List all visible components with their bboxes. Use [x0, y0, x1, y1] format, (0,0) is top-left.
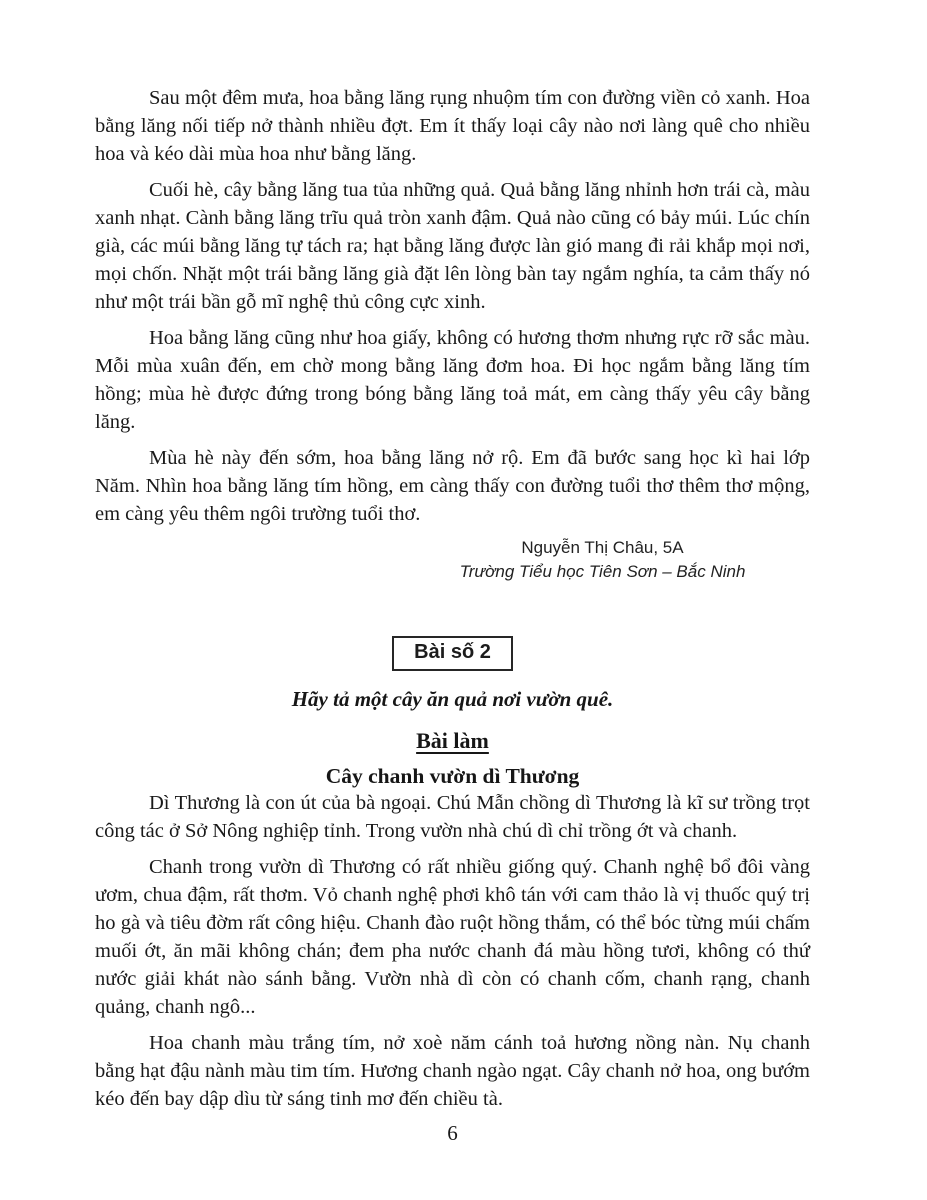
- essay2-paragraph-2: Chanh trong vườn dì Thương có rất nhiều giống quý. Chanh nghệ bổ đôi vàng ươm, chua đậm, rất thơm. Vỏ chanh nghệ phơi khô tán với cam thảo là vị thuốc quý trị ho gà và tiêu đờm rất công hiệu. Chanh đào ruột hồng thắm, có thể bóc từng múi chấm muối ớt, ăn mãi không chán; đem pha nước chanh đá màu hồng tươi, không có thứ nước giải khát nào sánh bằng. Vườn nhà dì còn có chanh cốm, chanh rạng, chanh quảng, chanh ngô...: [95, 856, 810, 1018]
- lesson-badge-row: [95, 636, 810, 671]
- lesson-number-badge: Bài số 2: [392, 636, 513, 671]
- author-name: Nguyễn Thị Châu, 5A: [521, 538, 684, 557]
- page-number: 6: [447, 1121, 458, 1145]
- attribution-block: [395, 536, 810, 584]
- essay1-paragraph-1: Sau một đêm mưa, hoa bằng lăng rụng nhuộm tím con đường viền cỏ xanh. Hoa bằng lăng nối tiếp nở thành nhiều đợt. Em ít thấy loại cây nào nơi làng quê cho nhiều hoa và kéo dài mùa hoa như bằng lăng.: [95, 87, 810, 165]
- essay2-paragraph-1: Dì Thương là con út của bà ngoại. Chú Mẫn chồng dì Thương là kĩ sư trồng trọt công tác ở Sở Nông nghiệp tỉnh. Trong vườn nhà chú dì chỉ trồng ớt và chanh.: [95, 792, 810, 842]
- essay-prompt: Hãy tả một cây ăn quả nơi vườn quê.: [291, 687, 614, 711]
- bailam-heading-text: Bài làm: [416, 728, 489, 753]
- essay2-title: Cây chanh vườn dì Thương: [325, 764, 580, 788]
- school-name: Trường Tiểu học Tiên Sơn – Bắc Ninh: [459, 562, 746, 581]
- essay1-paragraph-3: Hoa bằng lăng cũng như hoa giấy, không có hương thơm nhưng rực rỡ sắc màu. Mỗi mùa xuân đến, em chờ mong bằng lăng đơm hoa. Đi học ngắm bằng lăng tím hồng; mùa hè được đứng trong bóng bằng lăng toả mát, em càng thấy yêu cây bằng lăng.: [95, 327, 810, 433]
- essay1-paragraph-2: Cuối hè, cây bằng lăng tua tủa những quả. Quả bằng lăng nhỉnh hơn trái cà, màu xanh nhạt. Cành bằng lăng trĩu quả tròn xanh đậm. Quả nào cũng có bảy múi. Lúc chín già, các múi bằng lăng tự tách ra; hạt bằng lăng được làn gió mang đi rải khắp mọi nơi, mọi chốn. Nhặt một trái bằng lăng già đặt lên lòng bàn tay ngắm nghía, ta cảm thấy nó như một trái bần gỗ mĩ nghệ thủ công cực xinh.: [95, 179, 810, 313]
- essay2-paragraph-3: Hoa chanh màu trắng tím, nở xoè năm cánh toả hương nồng nàn. Nụ chanh bằng hạt đậu nành màu tim tím. Hương chanh ngào ngạt. Cây chanh nở hoa, ong bướm kéo đến bay dập dìu từ sáng tinh mơ đến chiều tà.: [95, 1032, 810, 1110]
- bailam-heading: [95, 728, 810, 754]
- essay1-paragraph-4: Mùa hè này đến sớm, hoa bằng lăng nở rộ. Em đã bước sang học kì hai lớp Năm. Nhìn hoa bằng lăng tím hồng, em càng thấy con đường tuổi thơ thêm thơ mộng, em càng yêu thêm ngôi trường tuổi thơ.: [95, 447, 810, 525]
